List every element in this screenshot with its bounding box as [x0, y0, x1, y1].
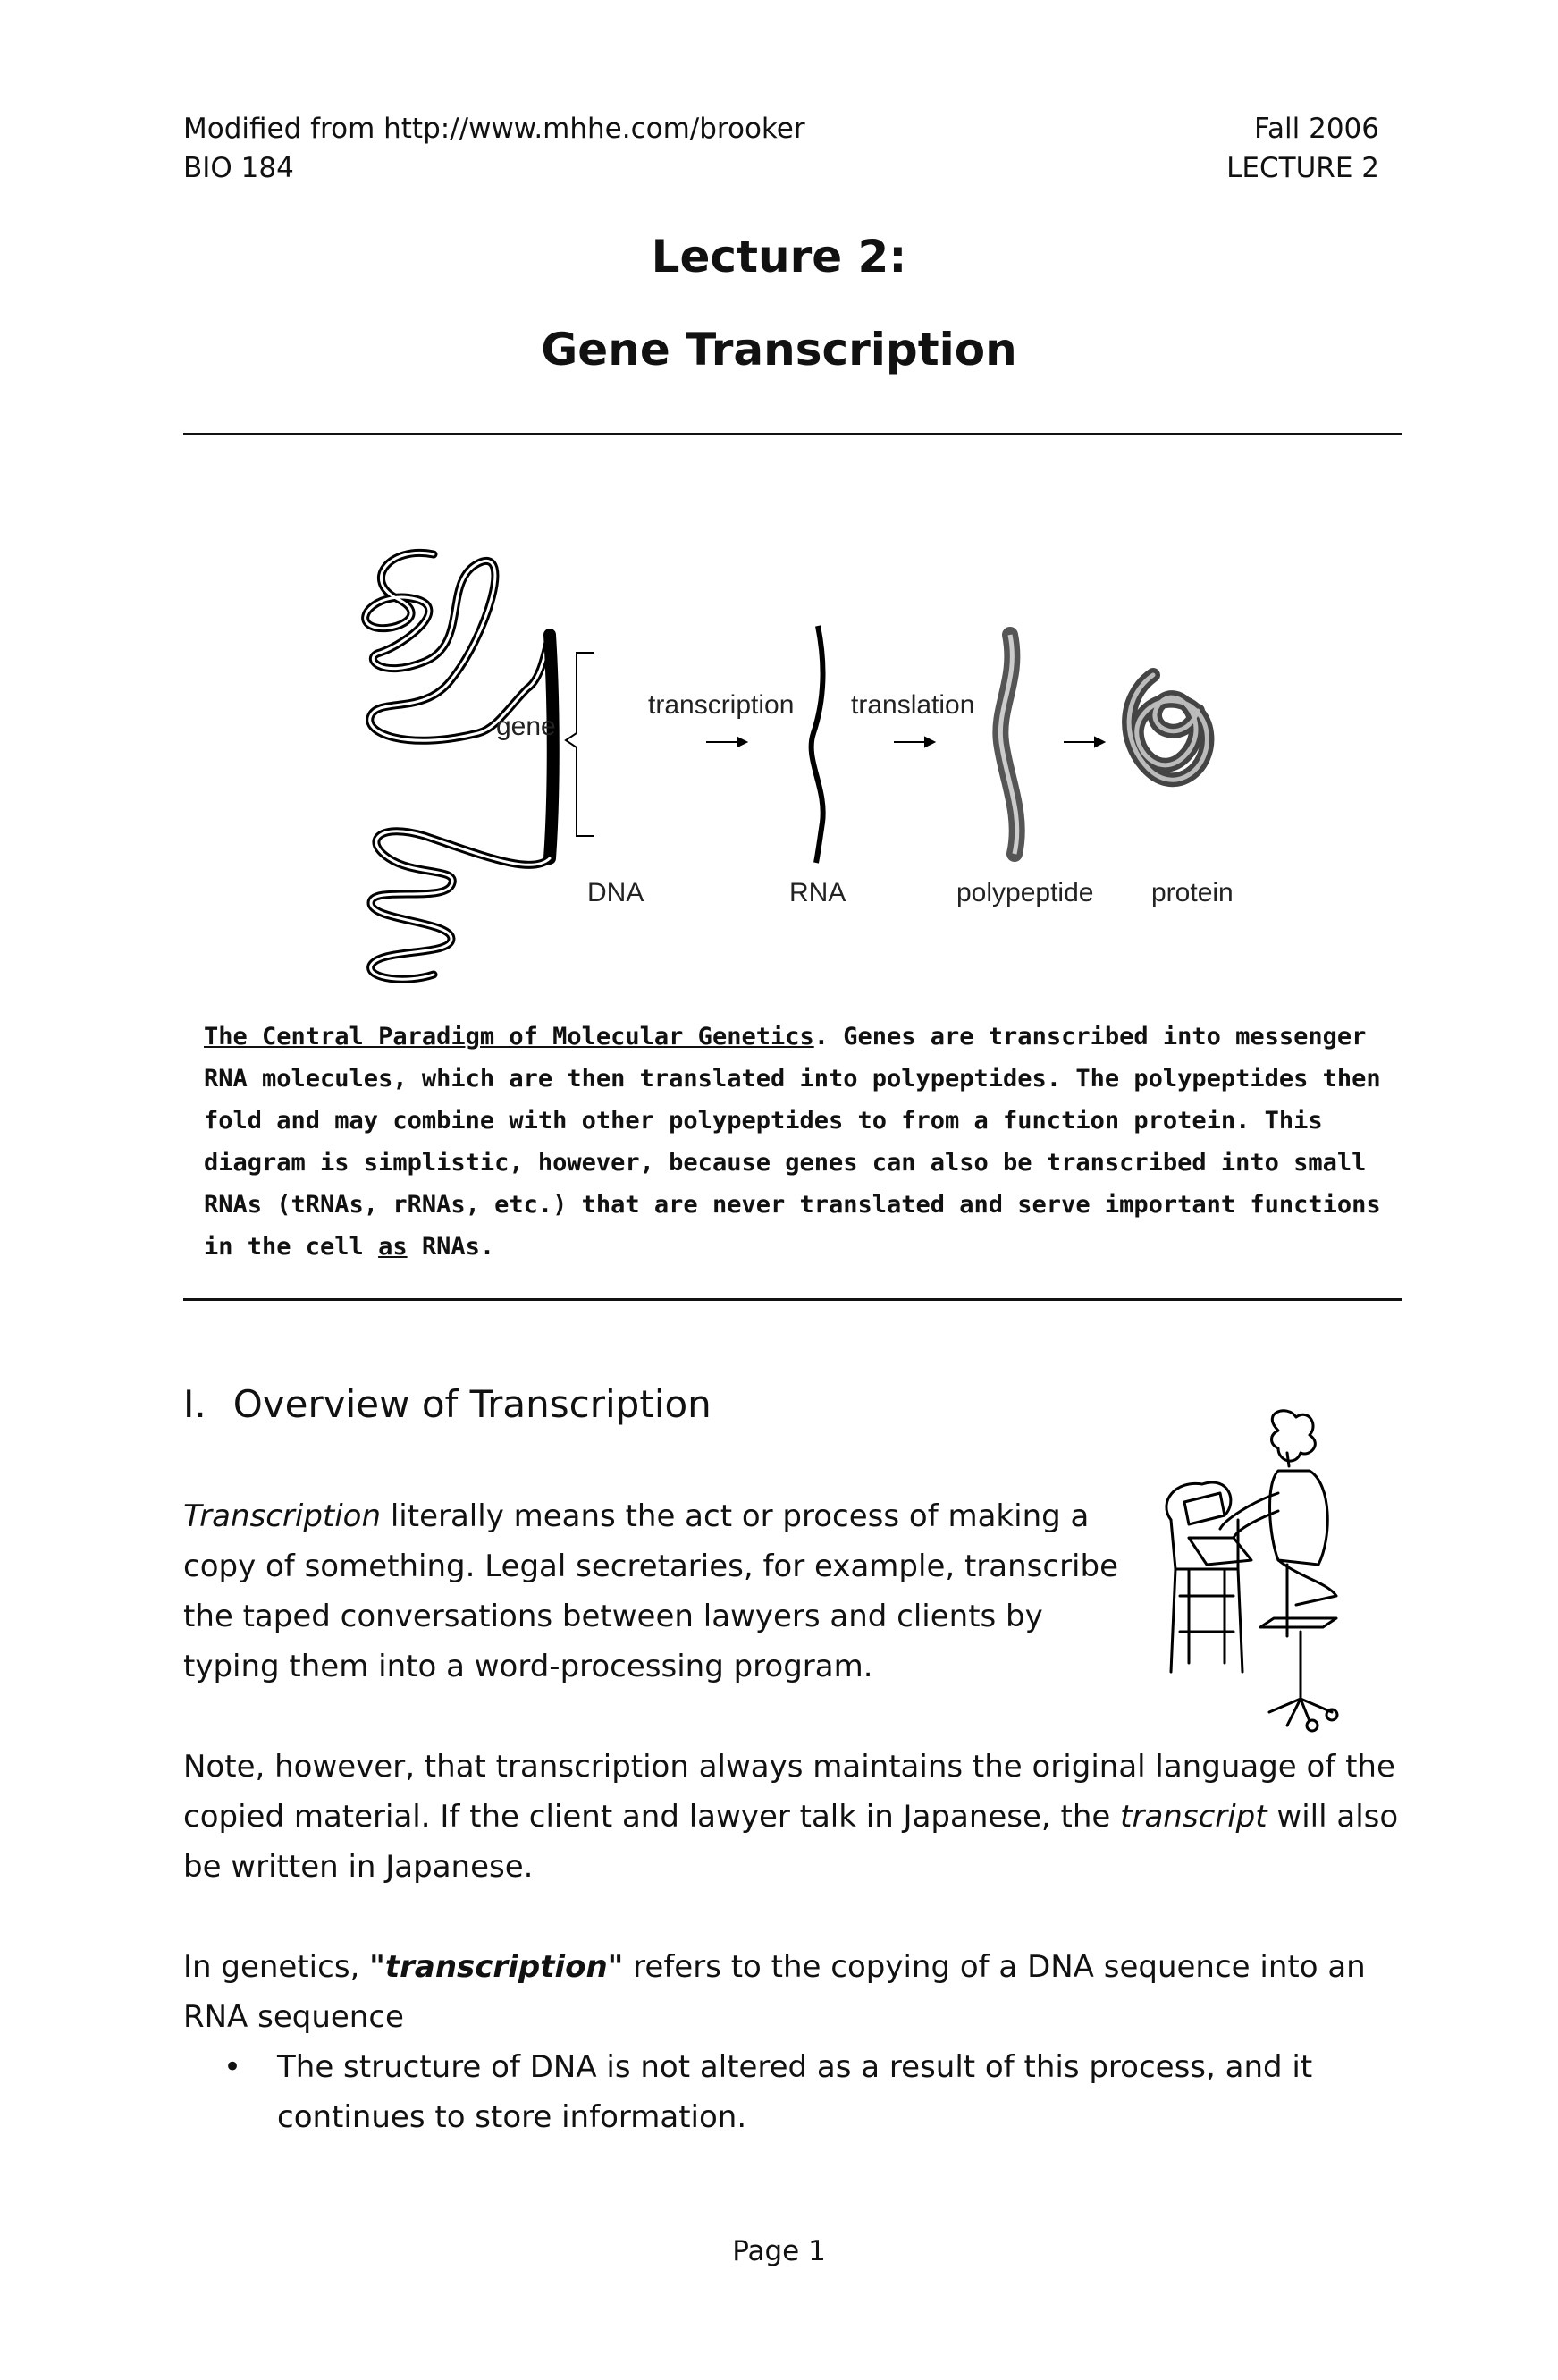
- gene-bracket: [566, 653, 594, 836]
- protein-label: protein: [1151, 878, 1234, 907]
- polypeptide-label: polypeptide: [956, 878, 1094, 907]
- header-right: [1226, 109, 1379, 188]
- term-transcription-quoted: "transcription": [369, 1949, 624, 1985]
- paragraph-text-end: will also be written in Japanese.: [183, 1799, 1399, 1885]
- rna-label: RNA: [789, 878, 846, 907]
- secretary-cartoon-illustration: [1153, 1404, 1385, 1743]
- header-lecture: LECTURE 2: [1226, 152, 1379, 184]
- section-title: Overview of Transcription: [232, 1382, 712, 1426]
- section-number: I.: [183, 1382, 206, 1426]
- transcription-label: transcription: [648, 690, 795, 720]
- caption-heading: The Central Paradigm of Molecular Genetics: [204, 1023, 814, 1051]
- paragraph-text: literally means the act or process of making a copy of something. Legal secretaries, for example, transcribe the taped conversations between lawyers and clients by typing them into a word-processing program.: [183, 1498, 1118, 1684]
- dna-label: DNA: [587, 878, 644, 907]
- paragraph-text: In genetics,: [183, 1949, 370, 1985]
- top-divider: [183, 433, 1402, 435]
- gene-label: gene: [496, 712, 556, 741]
- bullet-text: The structure of DNA is not altered as a result of this process, and it continues to store information.: [277, 2049, 1313, 2135]
- arrow-right-icon: [706, 738, 746, 747]
- figure-caption: [204, 1016, 1402, 1268]
- caption-emphasis: as: [378, 1233, 408, 1261]
- header-course: BIO 184: [183, 152, 294, 184]
- paragraph-genetics-definition: [183, 1942, 1399, 2042]
- page-subtitle: Gene Transcription: [541, 324, 1017, 376]
- page-title: Lecture 2:: [651, 231, 907, 283]
- caption-text-end: RNAs.: [407, 1233, 495, 1261]
- protein-graphic: [1129, 675, 1207, 780]
- bullet-item: [223, 2042, 1350, 2142]
- arrow-right-icon: [894, 738, 934, 747]
- term-transcription: Transcription: [183, 1498, 382, 1534]
- paragraph-text-end: refers to the copying of a DNA sequence into an RNA sequence: [183, 1949, 1366, 2035]
- section-divider: [183, 1298, 1402, 1301]
- section-heading: [183, 1382, 738, 1426]
- page-number: Page 1: [732, 2235, 826, 2267]
- central-dogma-diagram: [353, 527, 1247, 992]
- dna-coil-graphic: [366, 553, 553, 979]
- paragraph-transcription-definition: [183, 1491, 1131, 1692]
- caption-text: . Genes are transcribed into messenger RNA molecules, which are then translated into polypeptides. The polypeptides then fold and may combine with other polypeptides to from a function protein. This diagram is simplistic, however, because genes can also be transcribed into small RNAs (tRNAs, rRNAs, etc.) that are never translated and serve important functions in the cell: [204, 1023, 1381, 1261]
- header-left: [183, 109, 805, 188]
- term-transcript: transcript: [1120, 1799, 1267, 1835]
- arrow-right-icon: [1064, 738, 1104, 747]
- paragraph-text: Note, however, that transcription always maintains the original language of the copied material. If the client and lawyer talk in Japanese, the: [183, 1749, 1395, 1835]
- header-term: Fall 2006: [1254, 113, 1379, 145]
- paragraph-language-note: [183, 1742, 1399, 1892]
- bullet-icon: •: [223, 2049, 242, 2085]
- header-source: Modified from http://www.mhhe.com/brooker: [183, 113, 805, 145]
- translation-label: translation: [851, 690, 975, 720]
- rna-strand-graphic: [812, 626, 823, 863]
